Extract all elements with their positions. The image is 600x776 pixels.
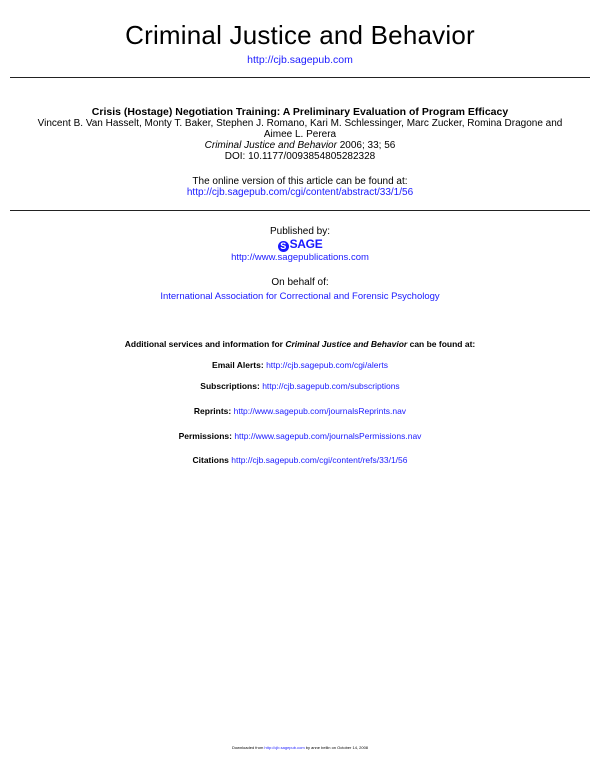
services-intro-journal: Criminal Justice and Behavior xyxy=(285,339,408,349)
service-label: Email Alerts: xyxy=(212,360,264,370)
online-version-text: The online version of this article can be found at: xyxy=(192,176,408,187)
service-permissions xyxy=(0,431,600,441)
service-reprints xyxy=(0,406,600,416)
service-link[interactable]: http://cjb.sagepub.com/cgi/alerts xyxy=(266,360,388,370)
journal-title: Criminal Justice and Behavior xyxy=(125,20,475,50)
service-label: Citations xyxy=(192,455,229,465)
published-by-label: Published by: xyxy=(269,226,331,237)
service-link[interactable]: http://www.sagepub.com/journalsReprints.nav xyxy=(233,406,407,416)
services-intro xyxy=(0,339,600,349)
services-intro-suffix: can be found at: xyxy=(407,339,476,349)
middle-divider xyxy=(10,210,590,211)
on-behalf-label: On behalf of: xyxy=(271,277,329,288)
service-link[interactable]: http://cjb.sagepub.com/cgi/content/refs/33/1/56 xyxy=(231,455,408,465)
service-subscriptions xyxy=(0,381,600,391)
citation-journal: Criminal Justice and Behavior xyxy=(204,140,337,151)
citation-details: 2006; 33; 56 xyxy=(336,140,396,151)
abstract-link[interactable]: http://cjb.sagepub.com/cgi/content/abstract/33/1/56 xyxy=(186,187,414,198)
sage-wordmark: SAGE xyxy=(289,237,323,251)
services-intro-prefix: Additional services and information for xyxy=(124,339,286,349)
footer-prefix: Downloaded from xyxy=(231,745,265,750)
footer-link[interactable]: http://cjb.sagepub.com xyxy=(264,745,305,750)
download-footer xyxy=(0,745,600,750)
sage-logo xyxy=(0,237,600,252)
article-title: Crisis (Hostage) Negotiation Training: A Preliminary Evaluation of Program Efficacy xyxy=(91,106,509,118)
service-link[interactable]: http://cjb.sagepub.com/subscriptions xyxy=(262,381,400,391)
footer-suffix: by anne bellin on October 14, 2008 xyxy=(304,745,369,750)
authors-line-2: Aimee L. Perera xyxy=(263,129,337,140)
service-email-alerts xyxy=(0,360,600,370)
sage-mark-icon: S xyxy=(278,241,289,252)
authors-line-1: Vincent B. Van Hasselt, Monty T. Baker, Stephen J. Romano, Kari M. Schlessinger, Marc Zucker, Romina Dragone and xyxy=(37,118,563,129)
abstract-url[interactable] xyxy=(0,187,600,198)
publisher-url[interactable] xyxy=(0,252,600,263)
association-link-row[interactable] xyxy=(0,291,600,302)
citation xyxy=(0,140,600,151)
service-label: Permissions: xyxy=(178,431,232,441)
journal-url[interactable] xyxy=(0,54,600,66)
doi: DOI: 10.1177/0093854805282328 xyxy=(224,151,376,162)
service-label: Subscriptions: xyxy=(200,381,260,391)
service-label: Reprints: xyxy=(193,406,232,416)
service-citations xyxy=(0,455,600,465)
service-link[interactable]: http://www.sagepub.com/journalsPermissions.nav xyxy=(234,431,422,441)
association-link[interactable]: International Association for Correctional and Forensic Psychology xyxy=(160,291,440,302)
top-divider xyxy=(10,77,590,78)
publisher-link[interactable]: http://www.sagepublications.com xyxy=(231,252,369,263)
journal-link[interactable]: http://cjb.sagepub.com xyxy=(247,54,353,66)
